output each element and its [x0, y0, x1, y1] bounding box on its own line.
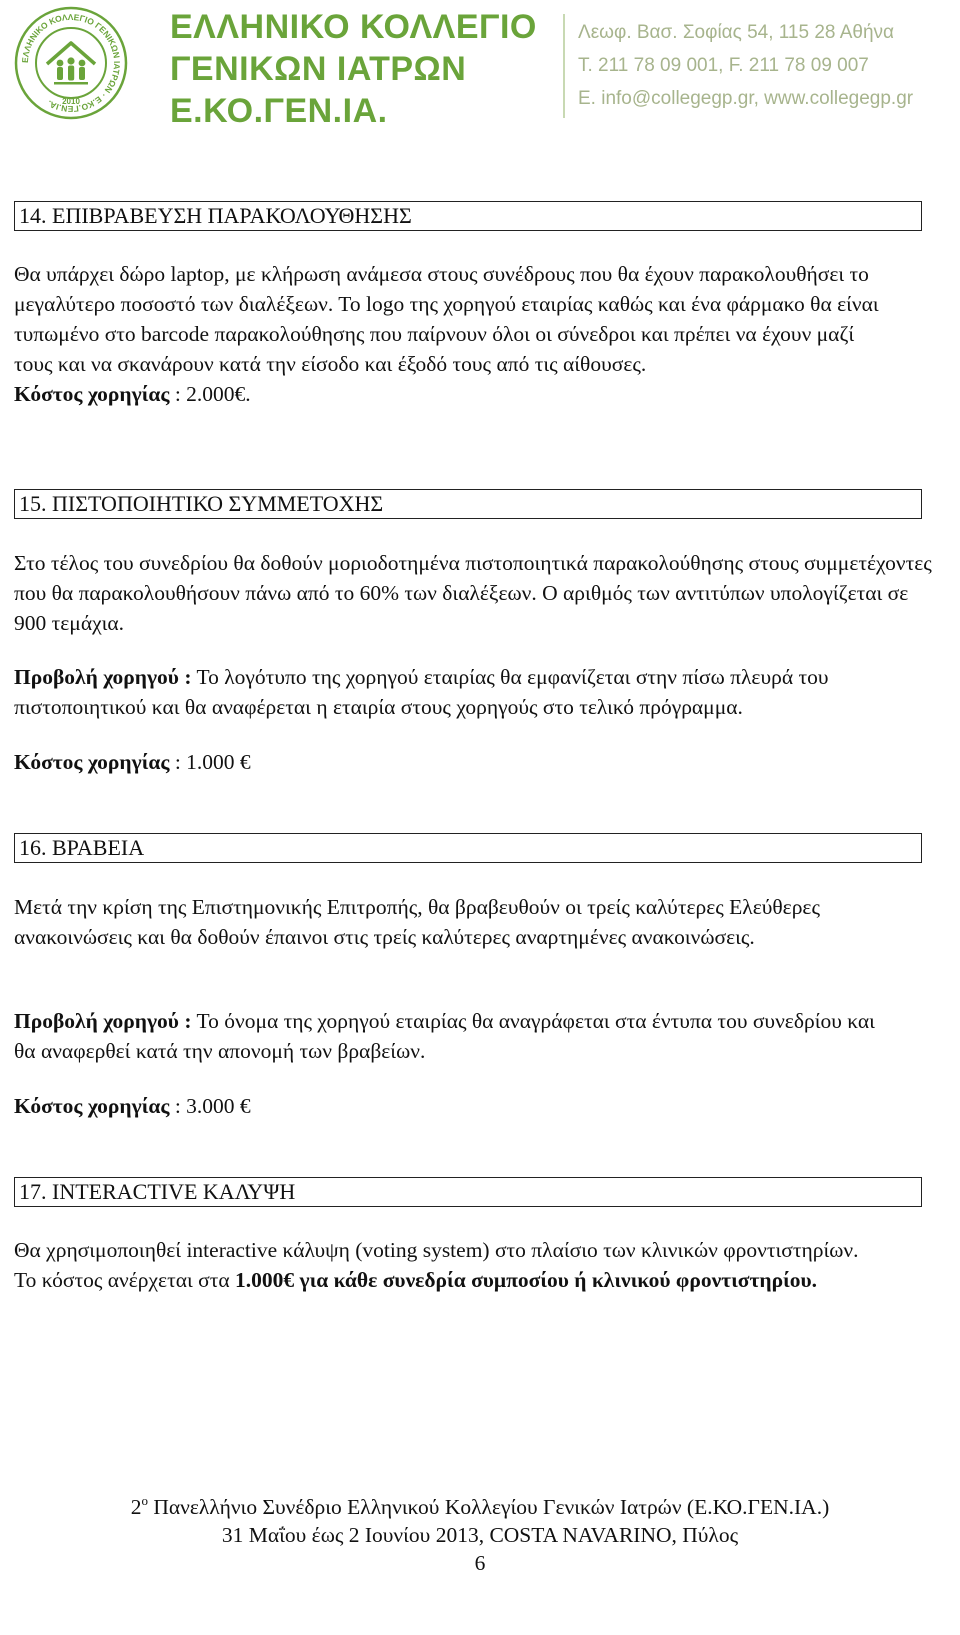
org-acronym: Ε.ΚΟ.ΓΕΝ.ΙΑ.: [170, 92, 388, 130]
footer-ordinal: 2: [130, 1495, 142, 1519]
section-15-heading: 15. ΠΙΣΤΟΠΟΙΗΤΙΚΟ ΣΥΜΜΕΤΟΧΗΣ: [14, 489, 922, 519]
cost-label: Κόστος χορηγίας: [14, 750, 170, 774]
footer-title-text: Πανελλήνιο Συνέδριο Ελληνικού Κολλεγίου Γενικών Ιατρών (Ε.ΚΟ.ΓΕΝ.ΙΑ.): [148, 1495, 830, 1519]
college-logo: [14, 6, 128, 120]
section-17-cost-text: 1.000€ για κάθε συνεδρία συμποσίου ή κλινικού φροντιστηρίου.: [235, 1268, 818, 1292]
letterhead-divider: [563, 14, 565, 118]
footer-conference-title: [0, 1487, 960, 1521]
sponsor-label: Προβολή χορηγού :: [14, 665, 192, 689]
org-name-line-1: ΕΛΛΗΝΙΚΟ ΚΟΛΛΕΓΙΟ: [170, 8, 537, 46]
footer-ordinal-sup: ο: [141, 1493, 149, 1508]
cost-value: : 3.000 €: [169, 1094, 251, 1118]
section-16-cost: [14, 1091, 939, 1121]
page-number: 6: [474, 1551, 486, 1575]
section-16-body: [14, 892, 854, 952]
section-17-heading: 17. INTERACTIVE ΚΑΛΥΨΗ: [14, 1177, 922, 1207]
section-16-sponsor: [14, 1006, 884, 1066]
footer: [0, 1487, 960, 1577]
section-15-cost: [14, 747, 939, 777]
section-17-body: [14, 1235, 864, 1295]
cost-label: Κόστος χορηγίας: [14, 1094, 170, 1118]
footer-dates-venue: 31 Μαΐου έως 2 Ιουνίου 2013, COSTA NAVARINO, Πύλος: [221, 1523, 739, 1547]
cost-label: Κόστος χορηγίας: [14, 382, 170, 406]
section-14-heading: 14. ΕΠΙΒΡΑΒΕΥΣΗ ΠΑΡΑΚΟΛΟΥΘΗΣΗΣ: [14, 201, 922, 231]
section-14-text: Θα υπάρχει δώρο laptop, με κλήρωση ανάμεσα στους συνέδρους που θα έχουν παρακολουθήσει το μεγαλύτερο ποσοστό των διαλέξεων. Το logo της χορηγού εταιρίας καθώς και ένα φάρμακο θα είναι τυπωμένο στο barcode παρακολούθησης που παίρνουν όλοι οι σύνεδροι και πρέπει να έχουν μαζί τους και να σκανάρουν κατά την είσοδο και έξοδό τους από τις αίθουσες.: [14, 262, 879, 376]
sponsor-text: Το λογότυπο της χορηγού εταιρίας θα εμφανίζεται στην πίσω πλευρά του πιστοποιητικού και θα αναφέρεται η εταιρία στους χορηγούς στο τελικό πρόγραμμα.: [14, 665, 829, 719]
college-seal-icon: [14, 6, 128, 120]
address: Λεωφ. Βασ. Σοφίας 54, 115 28 Αθήνα: [578, 22, 895, 43]
section-15-text: Στο τέλος του συνεδρίου θα δοθούν μοριοδοτημένα πιστοποιητικά παρακολούθησης στους συμμετέχοντες που θα παρακολουθήσουν πάνω από το 60% των διαλέξεων. Ο αριθμός των αντιτύπων υπολογίζεται σε 900 τεμάχια.: [14, 551, 932, 635]
cost-value: : 2.000€.: [169, 382, 251, 406]
seal-year: 2010: [62, 97, 80, 106]
cost-value: : 1.000 €: [169, 750, 251, 774]
sponsor-label: Προβολή χορηγού :: [14, 1009, 192, 1033]
section-16-heading: 16. ΒΡΑΒΕΙΑ: [14, 833, 922, 863]
seal-ring-text: ΕΛΛΗΝΙΚΟ ΚΟΛΛΕΓΙΟ ΓΕΝΙΚΩΝ ΙΑΤΡΩΝ · Ε.ΚΟ.ΓΕΝ.ΙΑ.: [19, 11, 123, 115]
section-15-body: [14, 548, 939, 638]
phones: T. 211 78 09 001, F. 211 78 09 007: [578, 55, 869, 76]
organization-name: [170, 6, 540, 132]
section-15-sponsor: [14, 662, 939, 722]
section-14-body: [14, 259, 894, 409]
org-name-line-2: ΓΕΝΙΚΩΝ ΙΑΤΡΩΝ: [170, 50, 467, 88]
section-16-text: Μετά την κρίση της Επιστημονικής Επιτροπής, θα βραβευθούν οι τρείς καλύτερες Ελεύθερες ανακοινώσεις και θα δοθούν έπαινοι στις τρείς καλύτερες αναρτημένες ανακοινώσεις.: [14, 895, 820, 949]
contact-block: [578, 16, 913, 115]
email-web: E. info@collegegp.gr, www.collegegp.gr: [578, 88, 914, 109]
section-14-cost: [14, 379, 894, 409]
sponsor-text: Το όνομα της χορηγού εταιρίας θα αναγράφεται στα έντυπα του συνεδρίου και θα αναφερθεί κατά την απονομή των βραβείων.: [14, 1009, 875, 1063]
section-17-text: Θα χρησιμοποιηθεί interactive κάλυψη (voting system) στο πλαίσιο των κλινικών φροντιστηρίων. Το κόστος ανέρχεται στα: [14, 1238, 859, 1292]
